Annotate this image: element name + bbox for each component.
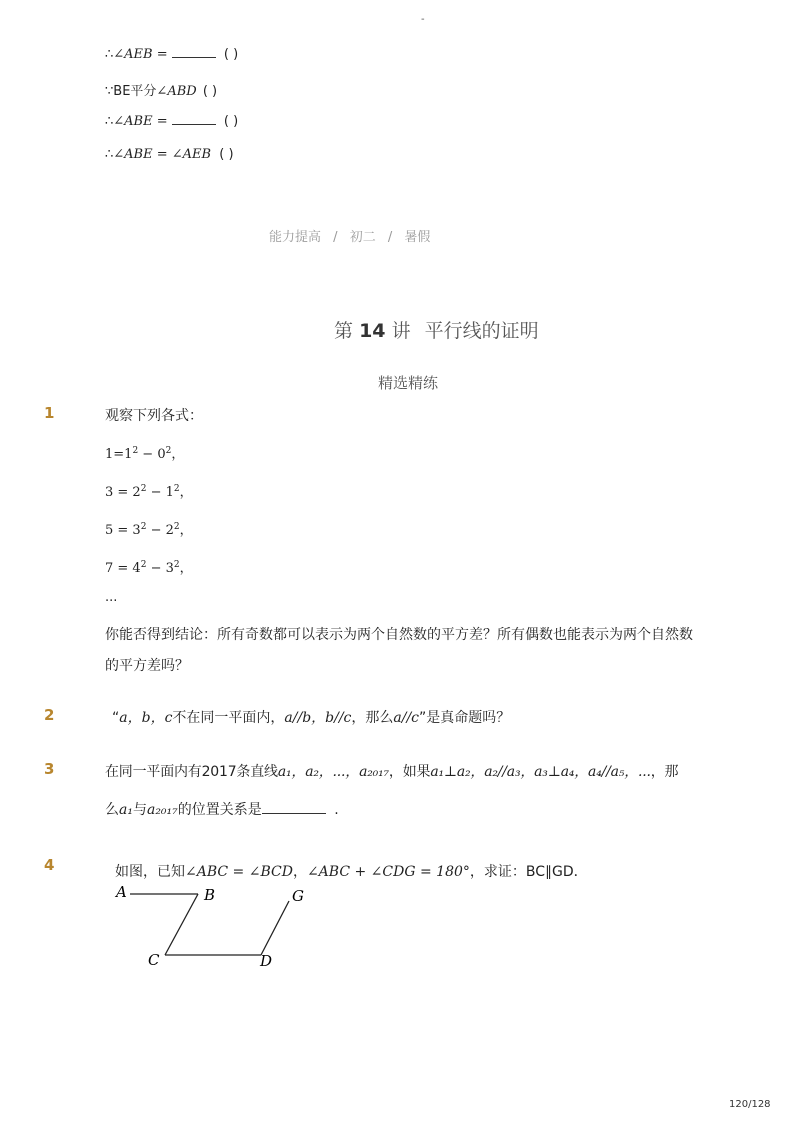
equation-4: $7 = 4^2 - 3^2$， <box>105 560 193 576</box>
proof-line-1: ∴∠AEB = ( ) <box>105 47 239 62</box>
equation-3: $5 = 3^2 - 2^2$， <box>105 522 193 538</box>
proof-line-2: ∵BE平分∠ABD ( ) <box>105 84 218 99</box>
label-D: D <box>260 952 273 970</box>
question-text: 在同一平面内有2017条直线a₁，a₂，...，a₂₀₁₇，如果a₁⊥a₂，a₂//a₃，a₃⊥a₄，a₄//a₅，...，那 <box>105 764 679 780</box>
section-title: 精选精练 <box>378 374 439 392</box>
breadcrumb-item: 暑假 <box>404 230 431 245</box>
question-text: “a，b，c不在同一平面内，a//b，b//c，那么a//c”是真命题吗？ <box>112 710 511 726</box>
equation-2: $3 = 2^2 - 1^2$， <box>105 484 193 500</box>
breadcrumb-separator: / <box>387 230 393 245</box>
label-B: B <box>204 886 216 904</box>
proof-line-3: ∴∠ABE = ( ) <box>105 114 239 129</box>
breadcrumb-item: 能力提高 <box>269 230 322 245</box>
breadcrumb-separator: / <box>333 230 338 245</box>
ellipsis: ... <box>105 590 118 605</box>
proof-line-4: ∴∠ABE = ∠AEB ( ) <box>105 147 234 162</box>
question-intro: 观察下列各式： <box>105 408 203 424</box>
label-A: A <box>116 883 127 901</box>
question-text: 如图，已知∠ABC = ∠BCD，∠ABC + ∠CDG = 180°，求证：BC∥GD． <box>115 864 588 880</box>
label-G: G <box>292 887 304 905</box>
question-text: 么a₁与a₂₀₁₇的位置关系是 . <box>105 802 339 818</box>
geometry-figure <box>100 876 330 976</box>
segment-BC <box>165 894 198 955</box>
answer-blank <box>172 124 216 125</box>
question-number: 2 <box>44 706 55 724</box>
answer-blank <box>172 57 216 58</box>
breadcrumb <box>269 226 430 245</box>
question-number: 1 <box>44 404 55 422</box>
top-dash: - <box>421 14 425 25</box>
equation-1: $1=1^2 - 0^2$， <box>105 446 185 462</box>
segment-DG <box>261 901 289 955</box>
answer-blank <box>262 813 326 814</box>
question-number: 3 <box>44 760 55 778</box>
page-number: 120/128 <box>729 1099 771 1110</box>
question-number: 4 <box>44 856 55 874</box>
question-text: 你能否得到结论：所有奇数都可以表示为两个自然数的平方差？所有偶数也能表示为两个自然数 <box>105 627 693 643</box>
question-text: 的平方差吗？ <box>105 658 189 674</box>
label-C: C <box>148 951 160 969</box>
breadcrumb-item: 初二 <box>349 230 376 245</box>
lecture-title: 第 14 讲 平行线的证明 <box>334 320 539 342</box>
